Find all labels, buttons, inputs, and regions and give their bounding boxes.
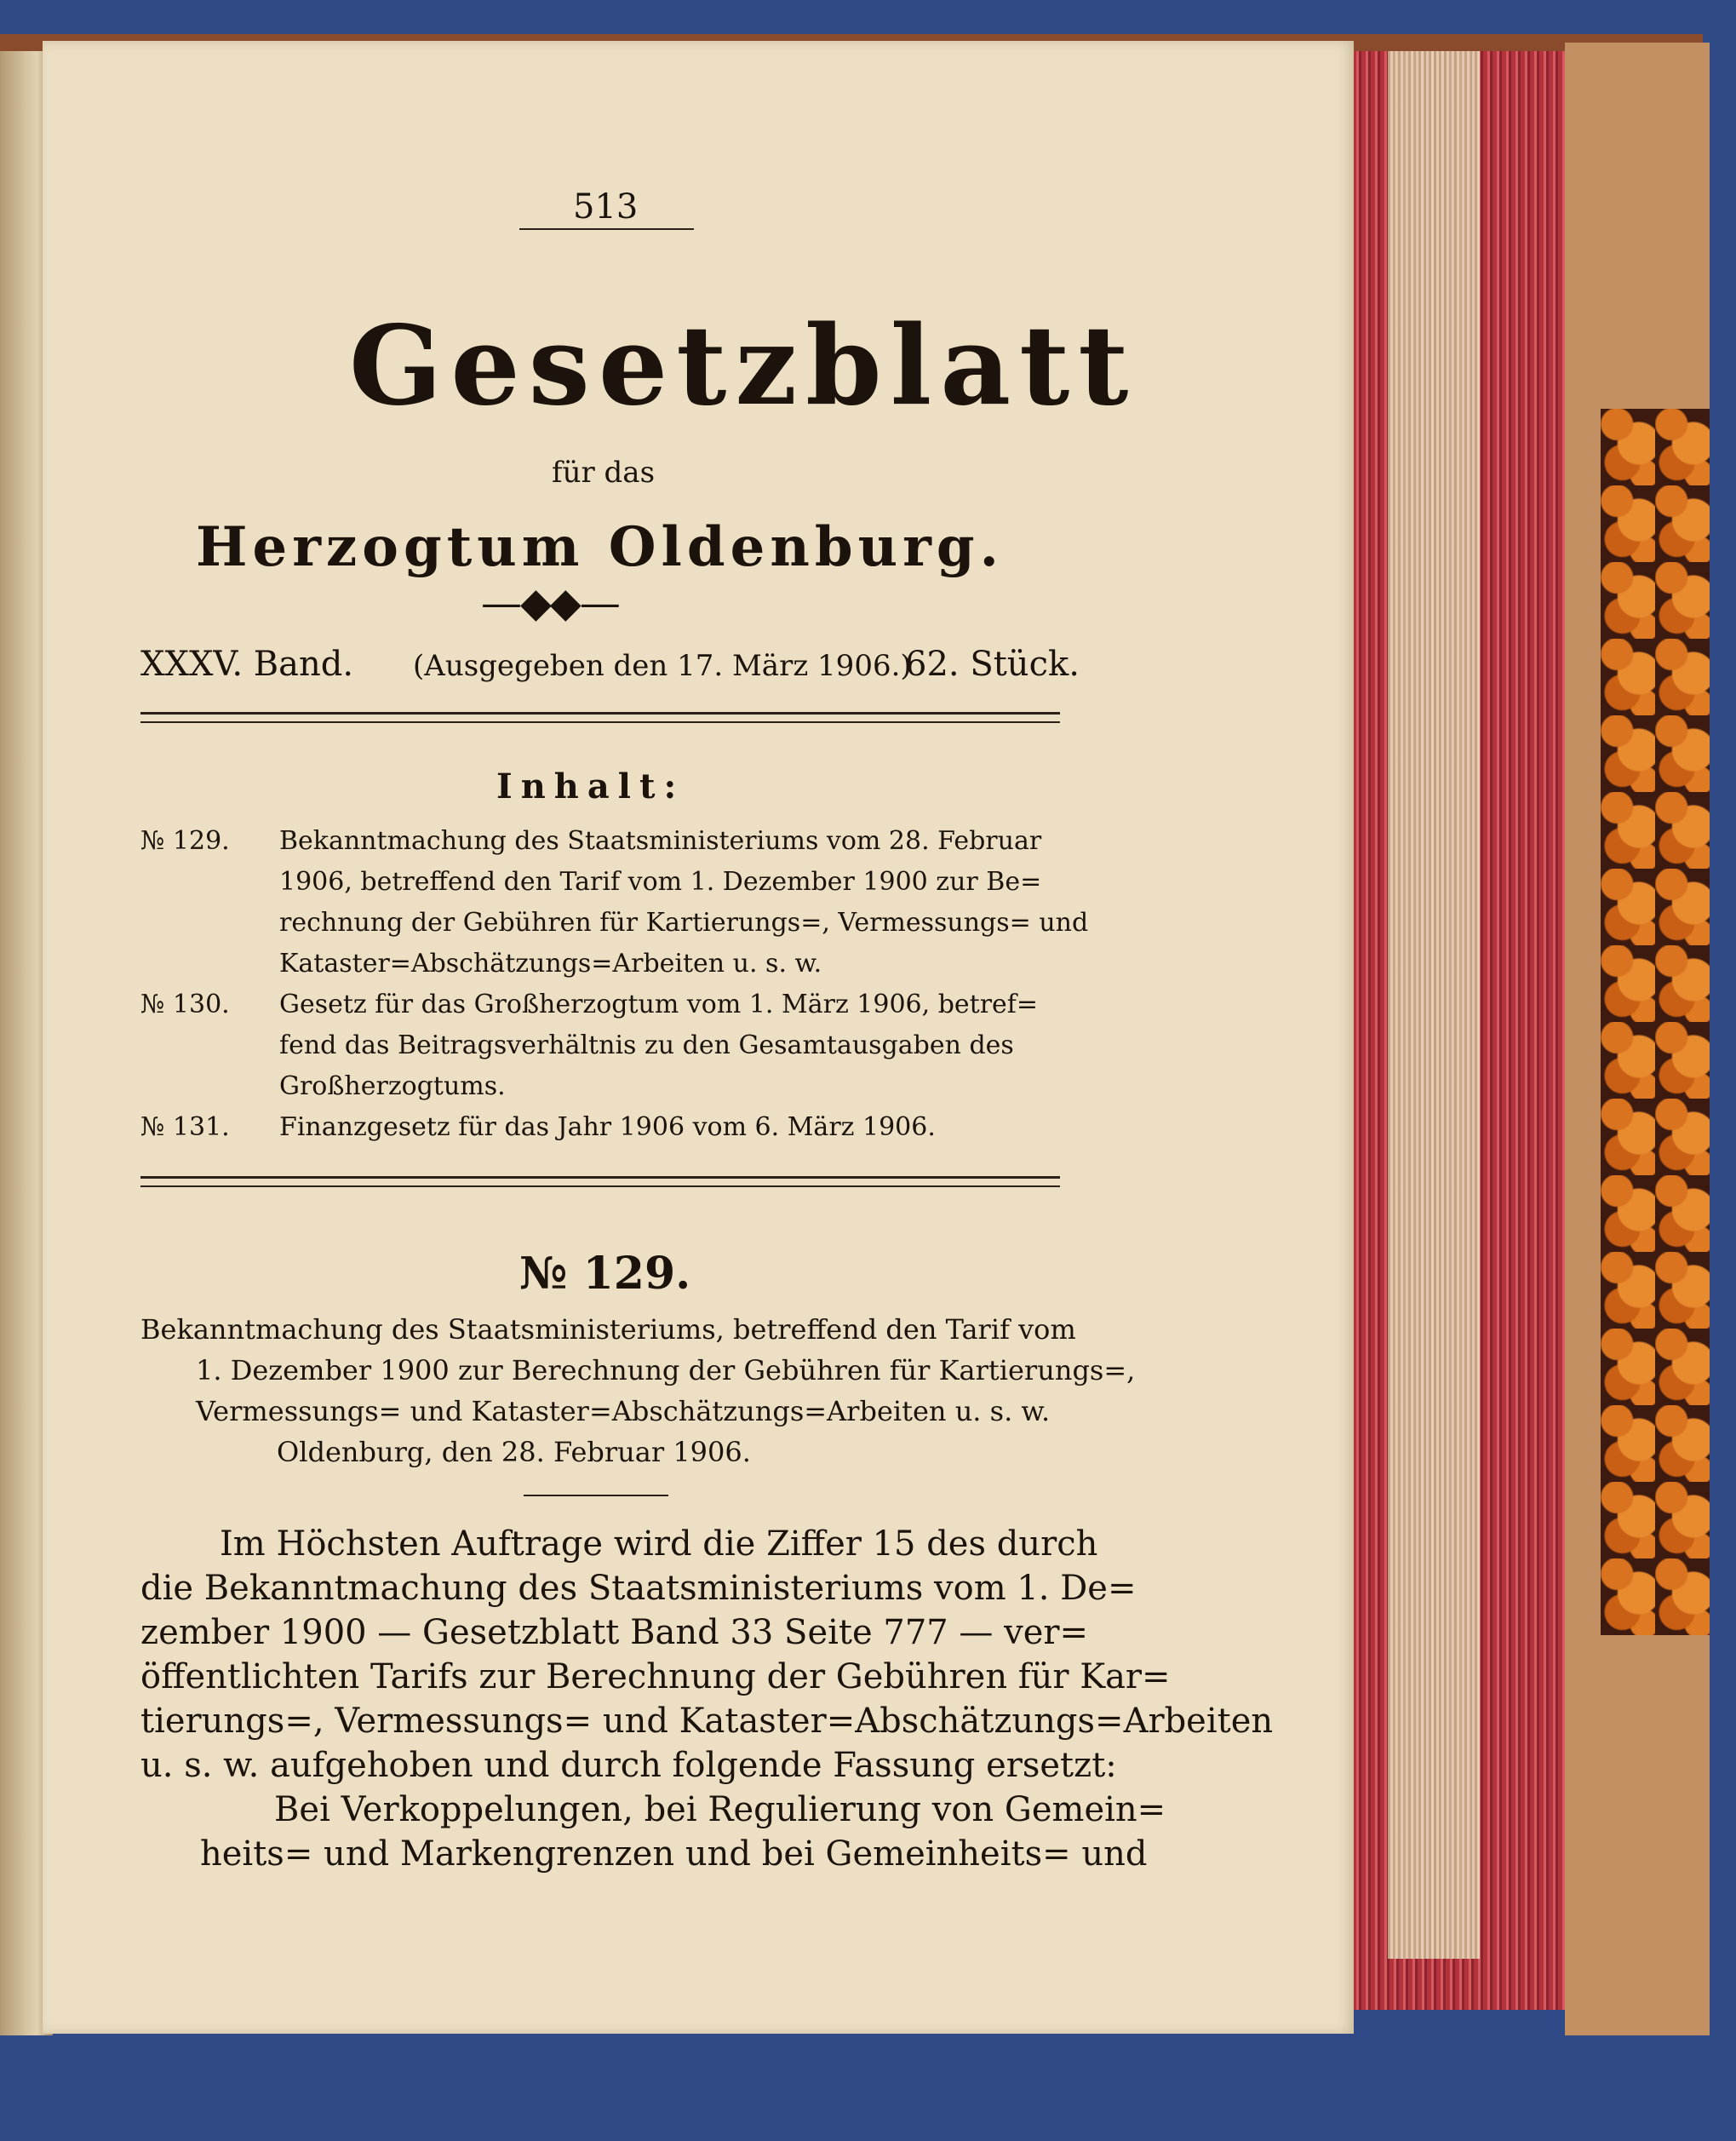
contents-entry-line: Finanzgesetz für das Jahr 1906 vom 6. März 1906.: [279, 1112, 936, 1142]
contents-entry-number: № 129.: [140, 826, 230, 856]
body-line: zember 1900 — Gesetzblatt Band 33 Seite 777 — ver=: [140, 1613, 1089, 1652]
contents-entry-line: 1906, betreffend den Tarif vom 1. Dezember 1900 zur Be=: [279, 867, 1042, 897]
law-place-date: Oldenburg, den 28. Februar 1906.: [277, 1436, 751, 1468]
contents-entry-line: fend das Beitragsverhältnis zu den Gesamtausgaben des: [279, 1030, 1014, 1060]
contents-entry-number: № 131.: [140, 1112, 230, 1142]
contents-entry-line: Großherzogtums.: [279, 1071, 506, 1101]
body-line: die Bekanntmachung des Staatsministeriums vom 1. De=: [140, 1569, 1137, 1608]
duchy-name: Herzogtum Oldenburg.: [196, 515, 1004, 579]
body-line: heits= und Markengrenzen und bei Gemeinheits= und: [200, 1834, 1148, 1874]
issue-part: 62. Stück.: [905, 645, 1080, 684]
contents-entry-line: rechnung der Gebühren für Kartierungs=, Vermessungs= und: [279, 908, 1089, 938]
marbled-cover: [1601, 409, 1710, 1635]
double-rule-top-a: [140, 712, 1060, 715]
contents-entry-line: Gesetz für das Großherzogtum vom 1. März 1906, betref=: [279, 990, 1039, 1019]
law-number: № 129.: [519, 1248, 691, 1300]
page-number-rule: [519, 228, 694, 230]
contents-entry-line: Bekanntmachung des Staatsministeriums vom 28. Februar: [279, 826, 1042, 856]
double-rule-top-b: [140, 721, 1060, 723]
volume-label: XXXV. Band.: [140, 645, 354, 684]
gazette-title: Gesetzblatt: [349, 302, 1137, 430]
gazette-subtitle: für das: [552, 456, 656, 490]
contents-heading: Inhalt:: [496, 766, 685, 806]
law-heading-rule: [524, 1495, 668, 1496]
double-rule-bottom-b: [140, 1185, 1060, 1187]
law-heading-line: 1. Dezember 1900 zur Berechnung der Gebühren für Kartierungs=,: [196, 1354, 1136, 1386]
page-number: 513: [573, 187, 639, 227]
body-line: Bei Verkoppelungen, bei Regulierung von Gemein=: [274, 1790, 1166, 1829]
ornament-divider: —◆◆—: [481, 579, 619, 627]
law-heading-line: Bekanntmachung des Staatsministeriums, betreffend den Tarif vom: [140, 1313, 1076, 1346]
body-line: tierungs=, Vermessungs= und Kataster=Abschätzungs=Arbeiten: [140, 1702, 1274, 1741]
body-line: u. s. w. aufgehoben und durch folgende Fassung ersetzt:: [140, 1746, 1117, 1785]
body-line: Im Höchsten Auftrage wird die Ziffer 15 des durch: [220, 1524, 1098, 1564]
page-block: [1388, 51, 1480, 1959]
double-rule-bottom-a: [140, 1176, 1060, 1179]
body-line: öffentlichten Tarifs zur Berechnung der Gebühren für Kar=: [140, 1657, 1171, 1696]
issue-date: (Ausgegeben den 17. März 1906.): [413, 649, 912, 683]
law-heading-line: Vermessungs= und Kataster=Abschätzungs=Arbeiten u. s. w.: [196, 1395, 1051, 1427]
contents-entry-line: Kataster=Abschätzungs=Arbeiten u. s. w.: [279, 949, 822, 979]
contents-entry-number: № 130.: [140, 990, 230, 1019]
